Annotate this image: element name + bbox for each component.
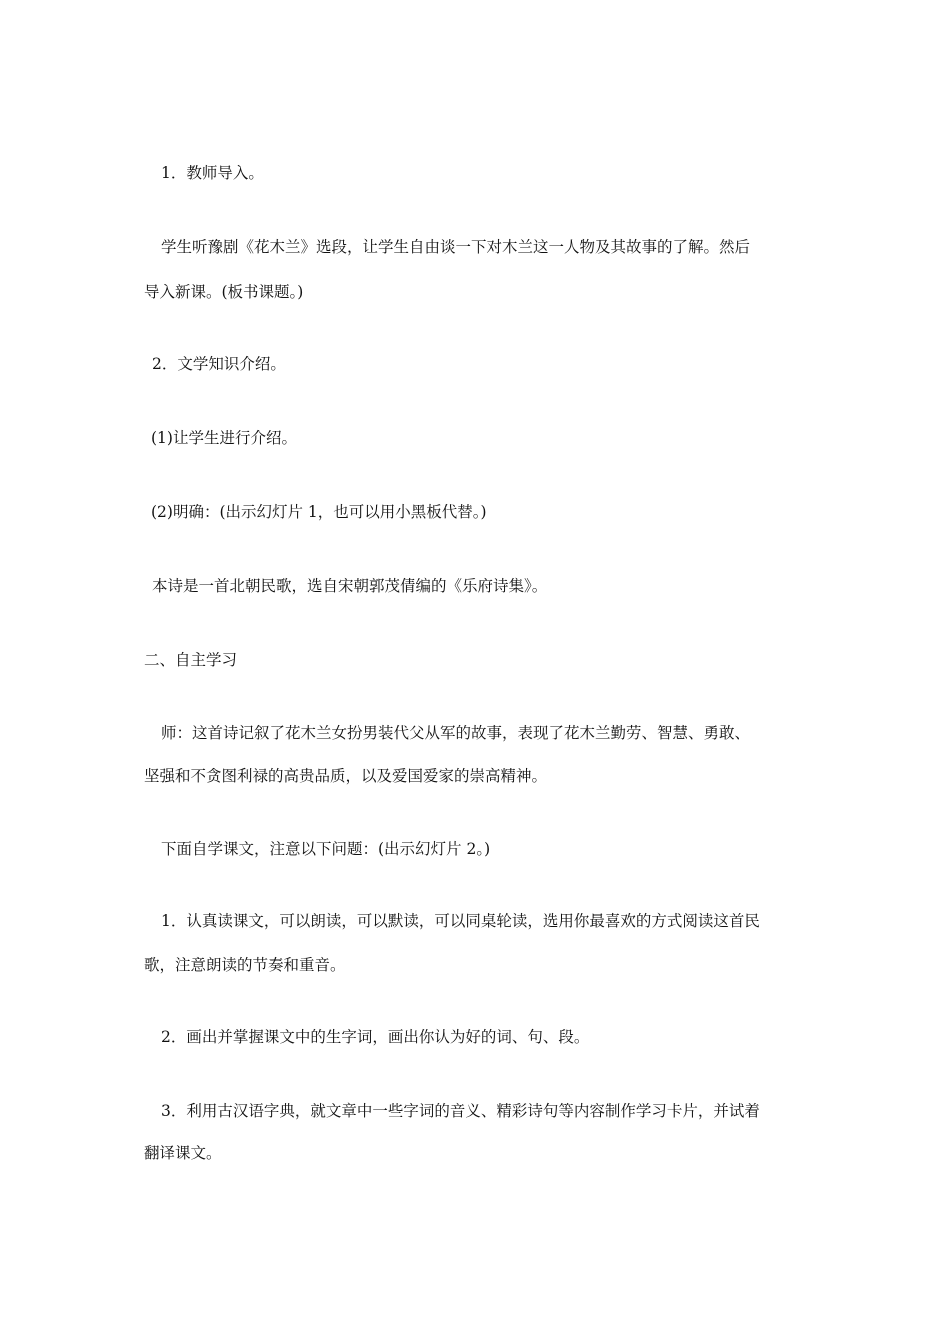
teacher-paragraph-line-2: 坚强和不贪图利禄的高贵品质，以及爱国爱家的崇高精神。 (144, 767, 548, 785)
intro-paragraph-line-1: 学生听豫剧《花木兰》选段，让学生自由谈一下对木兰这一人物及其故事的了解。然后 (161, 238, 751, 256)
question-3-line-1: 3．利用古汉语字典，就文章中一些字词的音义、精彩诗句等内容制作学习卡片，并试着 (161, 1102, 760, 1120)
intro-paragraph-line-2: 导入新课。(板书课题。) (144, 283, 304, 301)
poem-source-note: 本诗是一首北朝民歌，选自宋朝郭茂倩编的《乐府诗集》。 (152, 577, 548, 595)
step-2-heading: 2．文学知识介绍。 (152, 355, 286, 373)
question-2: 2．画出并掌握课文中的生字词，画出你认为好的词、句、段。 (161, 1028, 590, 1046)
question-1-line-2: 歌，注意朗读的节奏和重音。 (144, 956, 346, 974)
step-1-heading: 1．教师导入。 (161, 164, 264, 182)
question-1-line-1: 1．认真读课文，可以朗读，可以默读，可以同桌轮读，选用你最喜欢的方式阅读这首民 (161, 912, 760, 930)
teacher-paragraph-line-1: 师：这首诗记叙了花木兰女扮男装代父从军的故事，表现了花木兰勤劳、智慧、勇敢、 (161, 724, 751, 742)
sub-item-1: (1)让学生进行介绍。 (151, 429, 297, 447)
question-3-line-2: 翻译课文。 (144, 1144, 222, 1162)
section-heading-self-study: 二、自主学习 (144, 651, 238, 669)
self-study-instruction: 下面自学课文，注意以下问题：(出示幻灯片 2。) (161, 840, 491, 858)
sub-item-2: (2)明确：(出示幻灯片 1，也可以用小黑板代替。) (151, 503, 487, 521)
